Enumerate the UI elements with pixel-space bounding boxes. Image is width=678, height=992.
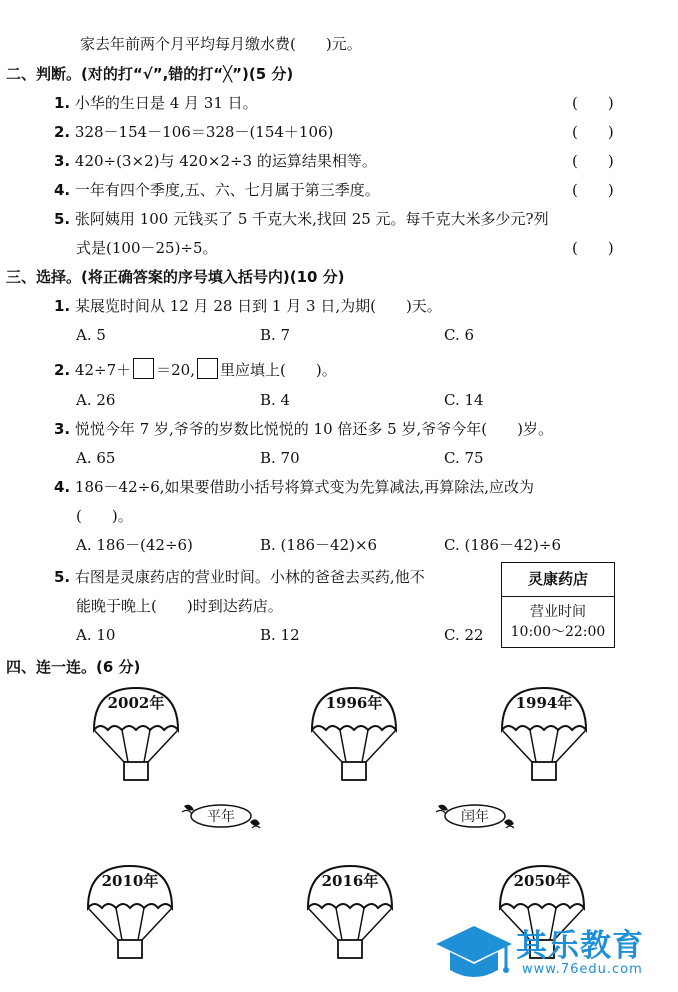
answer-paren[interactable]: ( ) <box>572 94 614 112</box>
intro-line: 家去年前两个月平均每月缴水费( )元。 <box>80 35 362 53</box>
year-label: 2016年 <box>321 872 379 890</box>
option-b[interactable]: B. 4 <box>260 391 291 409</box>
item-number: 1. <box>54 94 71 112</box>
option-c[interactable]: C. 22 <box>444 626 484 644</box>
year-label: 2050年 <box>513 872 571 890</box>
choice-q1 <box>54 296 442 316</box>
option-c[interactable]: C. 14 <box>444 391 484 409</box>
option-b[interactable]: B. 70 <box>260 449 300 467</box>
tag-label: 闰年 <box>461 809 489 825</box>
option-c[interactable]: C. 75 <box>444 449 484 467</box>
parachute-bottom-1[interactable] <box>82 862 178 962</box>
item-text: 张阿姨用 100 元钱买了 5 千克大米,找回 25 元。每千克大米多少元?列 <box>74 210 549 228</box>
pharmacy-hours-sign <box>501 562 615 648</box>
item-number: 2. <box>54 123 71 141</box>
blank-box <box>133 358 154 379</box>
option-c[interactable]: C. 6 <box>444 326 475 344</box>
choice-q5-cont: 能晚于晚上( )时到达药店。 <box>76 597 283 615</box>
year-label: 2002年 <box>107 694 165 712</box>
option-a[interactable]: A. 65 <box>76 449 116 467</box>
item-number: 3. <box>54 420 71 438</box>
graduation-cap-icon <box>432 922 516 986</box>
answer-paren[interactable]: ( ) <box>572 181 614 199</box>
item-text: 某展览时间从 12 月 28 日到 1 月 3 日,为期( )天。 <box>74 297 442 315</box>
option-b[interactable]: B. 12 <box>260 626 300 644</box>
year-label: 1994年 <box>515 694 573 712</box>
tag-label: 平年 <box>207 809 235 825</box>
option-b[interactable]: B. (186－42)×6 <box>260 536 378 554</box>
tag-common-year[interactable] <box>180 802 262 830</box>
answer-paren[interactable]: ( ) <box>572 123 614 141</box>
item-text: ＝20, <box>156 361 195 379</box>
year-label: 1996年 <box>325 694 383 712</box>
section2-title: 二、判断。(对的打“√”,错的打“╳”)(5 分) <box>6 65 294 83</box>
brand-logo[interactable] <box>432 918 672 988</box>
item-text: 420÷(3×2)与 420×2÷3 的运算结果相等。 <box>74 152 377 170</box>
hours-label: 营业时间 <box>530 604 586 620</box>
item-number: 2. <box>54 361 71 379</box>
option-a[interactable]: A. 26 <box>76 391 116 409</box>
answer-paren[interactable]: ( ) <box>572 152 614 170</box>
option-a[interactable]: A. 186－(42÷6) <box>76 536 193 554</box>
section4-title: 四、连一连。(6 分) <box>6 658 141 676</box>
choice-q2 <box>54 358 337 380</box>
item-number: 3. <box>54 152 71 170</box>
logo-name: 其乐教育 <box>516 928 644 964</box>
option-a[interactable]: A. 10 <box>76 626 116 644</box>
parachute-top-1[interactable] <box>88 684 184 784</box>
item-text: 42÷7＋ <box>74 361 132 379</box>
item-number: 5. <box>54 568 71 586</box>
section3-title: 三、选择。(将正确答案的序号填入括号内)(10 分) <box>6 268 345 286</box>
logo-url: www.76edu.com <box>522 962 643 977</box>
judge-item-5-cont: 式是(100－25)÷5。 <box>76 239 218 257</box>
hours-value: 10:00～22:00 <box>510 624 606 640</box>
blank-box <box>197 358 218 379</box>
choice-q3 <box>54 419 553 439</box>
judge-item-2 <box>54 122 333 142</box>
parachute-top-3[interactable] <box>496 684 592 784</box>
item-number: 1. <box>54 297 71 315</box>
parachute-top-2[interactable] <box>306 684 402 784</box>
option-a[interactable]: A. 5 <box>76 326 106 344</box>
item-text: 328－154－106＝328－(154＋106) <box>74 123 334 141</box>
choice-q4 <box>54 477 534 497</box>
tag-leap-year[interactable] <box>434 802 516 830</box>
item-text: 悦悦今年 7 岁,爷爷的岁数比悦悦的 10 倍还多 5 岁,爷爷今年( )岁。 <box>74 420 553 438</box>
year-label: 2010年 <box>101 872 159 890</box>
item-text: 里应填上( )。 <box>219 361 337 379</box>
item-number: 5. <box>54 210 71 228</box>
choice-q5 <box>54 567 425 587</box>
judge-item-5 <box>54 209 549 229</box>
judge-item-3 <box>54 151 377 171</box>
item-text: 186－42÷6,如果要借助小括号将算式变为先算减法,再算除法,应改为 <box>74 478 535 496</box>
option-c[interactable]: C. (186－42)÷6 <box>444 536 562 554</box>
choice-q4-cont: ( )。 <box>76 507 133 525</box>
item-text: 小华的生日是 4 月 31 日。 <box>74 94 258 112</box>
answer-paren[interactable]: ( ) <box>572 239 614 257</box>
option-b[interactable]: B. 7 <box>260 326 291 344</box>
judge-item-4 <box>54 180 380 200</box>
item-text: 右图是灵康药店的营业时间。小林的爸爸去买药,他不 <box>74 568 425 586</box>
item-text: 一年有四个季度,五、六、七月属于第三季度。 <box>74 181 380 199</box>
pharmacy-name: 灵康药店 <box>502 563 614 597</box>
judge-item-1 <box>54 93 258 113</box>
item-number: 4. <box>54 478 71 496</box>
parachute-bottom-2[interactable] <box>302 862 398 962</box>
item-number: 4. <box>54 181 71 199</box>
